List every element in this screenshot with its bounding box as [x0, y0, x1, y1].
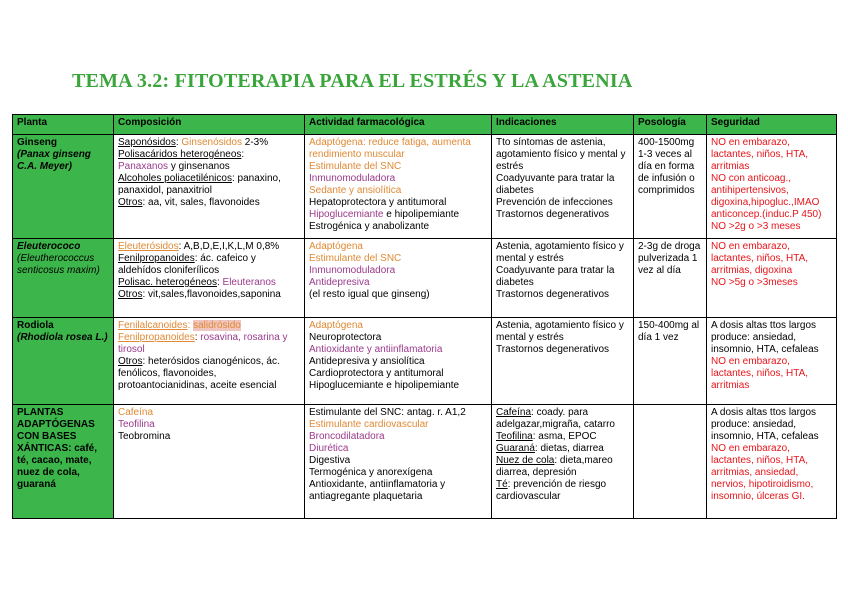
composition-term: Polisac. heterogéneos: [118, 277, 217, 288]
composition-rest: y ginsenanos: [168, 161, 230, 172]
indication-rest: : prevención de riesgo cardiovascular: [496, 479, 607, 502]
table-row: [13, 318, 837, 405]
indication-rest: : asma, EPOC: [532, 431, 597, 442]
composition-line: Cafeína: [118, 407, 154, 418]
activity-item: [309, 209, 487, 221]
indication-item: Trastornos degenerativos: [496, 209, 610, 220]
activity-item: Hepatoprotectora y antitumoral: [309, 197, 447, 208]
header-activity: Actividad farmacológica: [305, 115, 492, 135]
composition-line: [118, 173, 300, 197]
header-composition: Composición: [114, 115, 305, 135]
activity-item: Estrogénica y anabolizante: [309, 221, 430, 232]
activity-item: Estimulante cardiovascular: [309, 419, 429, 430]
composition-line: [118, 137, 300, 149]
composition-rest: :: [241, 149, 245, 160]
composition-rest: : panaxino, panaxidol, panaxitriol: [118, 173, 281, 196]
safety-item: NO >5g o >3meses: [711, 277, 798, 288]
composition-highlight: rosavina, rosarina y tirosol: [118, 332, 288, 355]
composition-line: [118, 161, 300, 173]
activity-item: Adaptógena: [309, 241, 363, 252]
composition-term: Saponósidos: [118, 137, 176, 148]
activity-item: Estimulante del SNC: [309, 253, 402, 264]
composition-cell: [114, 318, 305, 405]
composition-line: [118, 197, 300, 209]
phytotherapy-table: [12, 114, 837, 519]
posology-cell: [634, 239, 707, 318]
activity-item: Inmunomoduladora: [309, 173, 396, 184]
safety-item: NO >2g o >3 meses: [711, 221, 801, 232]
page-title: TEMA 3.2: FITOTERAPIA PARA EL ESTRÉS Y LA ASTENIA: [72, 70, 633, 92]
activity-item: Adaptógena: [309, 320, 363, 331]
safety-item: NO con anticoag., antihipertensivos, digoxina,hipogluc.,IMAO anticoncep.(induc.P 450): [711, 173, 822, 220]
indication-term: Nuez de cola: [496, 455, 555, 466]
indication-item: Astenia, agotamiento físico y mental y estrés: [496, 320, 624, 343]
composition-line: [118, 241, 300, 253]
table-row: [13, 135, 837, 239]
indication-rest: : coady. para adelgazar,migraña, catarro: [496, 407, 615, 430]
composition-rest: :: [194, 332, 201, 343]
posology-item: 400-1500mg: [638, 137, 695, 148]
safety-item: A dosis altas ttos largos produce: ansiedad, insomnio, HTA, cefaleas: [711, 320, 819, 355]
plant-name: PLANTAS ADAPTÓGENAS CON BASES XÁNTICAS: café, té, cacao, mate, nuez de cola, guaraná: [17, 407, 98, 490]
activity-item: (el resto igual que ginseng): [309, 289, 430, 300]
composition-rest: : A,B,D,E,I,K,L,M 0,8%: [178, 241, 280, 252]
activity-highlight: Hipoglucemiante: [309, 209, 384, 220]
plant-cell: [13, 135, 114, 239]
activity-item: Neuroprotectora: [309, 332, 382, 343]
activity-cell: [305, 135, 492, 239]
composition-rest: :: [216, 277, 223, 288]
composition-line: [118, 149, 300, 161]
composition-highlight: Panaxanos: [118, 161, 169, 172]
composition-highlight: Ginsenósidos: [181, 137, 242, 148]
activity-item: Broncodilatadora: [309, 431, 385, 442]
posology-cell: [634, 318, 707, 405]
composition-term: Fenilalcanoides: [118, 320, 188, 331]
plant-name: Ginseng: [17, 137, 58, 148]
composition-cell: [114, 405, 305, 519]
indication-item: [496, 479, 629, 503]
composition-highlight: Eleuteranos: [222, 277, 276, 288]
composition-term: Fenilpropanoides: [118, 253, 195, 264]
indication-item: [496, 407, 629, 431]
composition-sep: :: [187, 320, 194, 331]
header-row: [13, 115, 837, 135]
activity-item: Antioxidante y antiinflamatoria: [309, 344, 443, 355]
indication-item: Coadyuvante para tratar la diabetes: [496, 173, 615, 196]
plant-latin: (Panax ginseng C.A. Meyer): [17, 149, 91, 172]
posology-item: 2-3g de droga pulverizada 1 vez al día: [638, 241, 701, 276]
safety-item: NO en embarazo, lactantes, niños, HTA, arritmias, digoxina: [711, 241, 809, 276]
activity-item: Digestiva: [309, 455, 351, 466]
indication-item: Coadyuvante para tratar la diabetes: [496, 265, 615, 288]
composition-term: Alcoholes poliacetilénicos: [118, 173, 232, 184]
composition-rest: : ác. cafeico y aldehídos cloniferílicos: [118, 253, 256, 276]
indication-rest: : dieta,mareo diarrea, depresión: [496, 455, 613, 478]
indication-item: Astenia, agotamiento físico y mental y estrés: [496, 241, 624, 264]
composition-cell: [114, 239, 305, 318]
safety-cell: [707, 239, 837, 318]
indication-item: Trastornos degenerativos: [496, 289, 610, 300]
safety-item: NO en embarazo, lactantes, niños, HTA, arritmias, ansiedad, nervios, hipotiroidismo, insomnio, úlceras GI.: [711, 443, 814, 502]
composition-line: Teofilina: [118, 419, 155, 430]
activity-cell: [305, 405, 492, 519]
indication-term: Guaraná: [496, 443, 535, 454]
plant-name: Eleuterococo: [17, 241, 81, 252]
composition-cell: [114, 135, 305, 239]
composition-term: Eleuterósidos: [118, 241, 179, 252]
composition-line: [118, 320, 300, 332]
indications-cell: [492, 239, 634, 318]
activity-item: Antidepresiva y ansiolítica: [309, 356, 425, 367]
safety-cell: [707, 135, 837, 239]
composition-line: [118, 289, 300, 301]
table-row: [13, 405, 837, 519]
activity-item: Antioxidante, antiinflamatoria y antiagregante plaquetaria: [309, 479, 446, 502]
header-safety: Seguridad: [707, 115, 837, 135]
header-indications: Indicaciones: [492, 115, 634, 135]
activity-cell: [305, 239, 492, 318]
composition-line: [118, 356, 300, 392]
plant-latin: (Rhodiola rosea L.): [17, 332, 108, 343]
composition-term: Otros: [118, 197, 143, 208]
indications-cell: [492, 135, 634, 239]
activity-item: Adaptógena: reduce fatiga, aumenta rendimiento muscular: [309, 137, 471, 160]
posology-cell: [634, 405, 707, 519]
activity-item: Estimulante del SNC: [309, 161, 402, 172]
indications-cell: [492, 318, 634, 405]
indication-item: Tto síntomas de astenia, agotamiento físico y mental y estrés: [496, 137, 626, 172]
composition-rest: : heterósidos cianogénicos, ác. fenólicos, flavonoides, protoantocianidinas, aceite esencial: [118, 356, 280, 391]
safety-cell: [707, 405, 837, 519]
composition-term: Fenilpropanoides: [118, 332, 195, 343]
composition-rest: : aa, vit, sales, flavonoides: [142, 197, 260, 208]
activity-item: Diurética: [309, 443, 349, 454]
table-row: [13, 239, 837, 318]
safety-item: A dosis altas ttos largos produce: ansiedad, insomnio, HTA, cefaleas: [711, 407, 819, 442]
plant-cell: [13, 318, 114, 405]
composition-term: Otros: [118, 356, 143, 367]
indications-cell: [492, 405, 634, 519]
indication-item: [496, 431, 629, 443]
composition-line: [118, 253, 300, 277]
indication-item: [496, 443, 629, 455]
composition-rest: 2-3%: [241, 137, 269, 148]
indication-item: Trastornos degenerativos: [496, 344, 610, 355]
composition-rest: : vit,sales,flavonoides,saponina: [142, 289, 281, 300]
composition-sep: :: [175, 137, 182, 148]
indication-item: [496, 455, 629, 479]
activity-item: Antidepresiva: [309, 277, 370, 288]
posology-item: 1-3 veces al día en forma de infusión o comprimidos: [638, 149, 695, 196]
indication-rest: : dietas, diarrea: [534, 443, 604, 454]
header-posology: Posología: [634, 115, 707, 135]
plant-latin: (Eleutherococcus senticosus maxim): [17, 253, 100, 276]
plant-cell: [13, 239, 114, 318]
indication-term: Té: [496, 479, 508, 490]
activity-rest: e hipolipemiante: [383, 209, 460, 220]
plant-cell: [13, 405, 114, 519]
safety-item: NO en embarazo, lactantes, niños, HTA, arritmias: [711, 356, 809, 391]
posology-item: 150-400mg al día 1 vez: [638, 320, 700, 343]
posology-cell: [634, 135, 707, 239]
composition-line: [118, 332, 300, 356]
composition-term: Otros: [118, 289, 143, 300]
activity-item: Inmunomoduladora: [309, 265, 396, 276]
activity-item: Estimulante del SNC: antag. r. A1,2: [309, 407, 466, 418]
indication-term: Teofilina: [496, 431, 533, 442]
composition-line: [118, 277, 300, 289]
composition-highlight: salidrósido: [193, 320, 241, 331]
safety-cell: [707, 318, 837, 405]
composition-line: Teobromina: [118, 431, 171, 442]
plant-name: Rodiola: [17, 320, 54, 331]
activity-cell: [305, 318, 492, 405]
header-plant: Planta: [13, 115, 114, 135]
activity-item: Termogénica y anorexígena: [309, 467, 433, 478]
activity-item: Sedante y ansiolítica: [309, 185, 402, 196]
safety-item: NO en embarazo, lactantes, niños, HTA, arritmias: [711, 137, 809, 172]
composition-term: Polisacáridos heterogéneos: [118, 149, 242, 160]
indication-item: Prevención de infecciones: [496, 197, 613, 208]
indication-term: Cafeína: [496, 407, 532, 418]
activity-item: Cardioprotectora y antitumoral: [309, 368, 444, 379]
activity-item: Hipoglucemiante e hipolipemiante: [309, 380, 460, 391]
